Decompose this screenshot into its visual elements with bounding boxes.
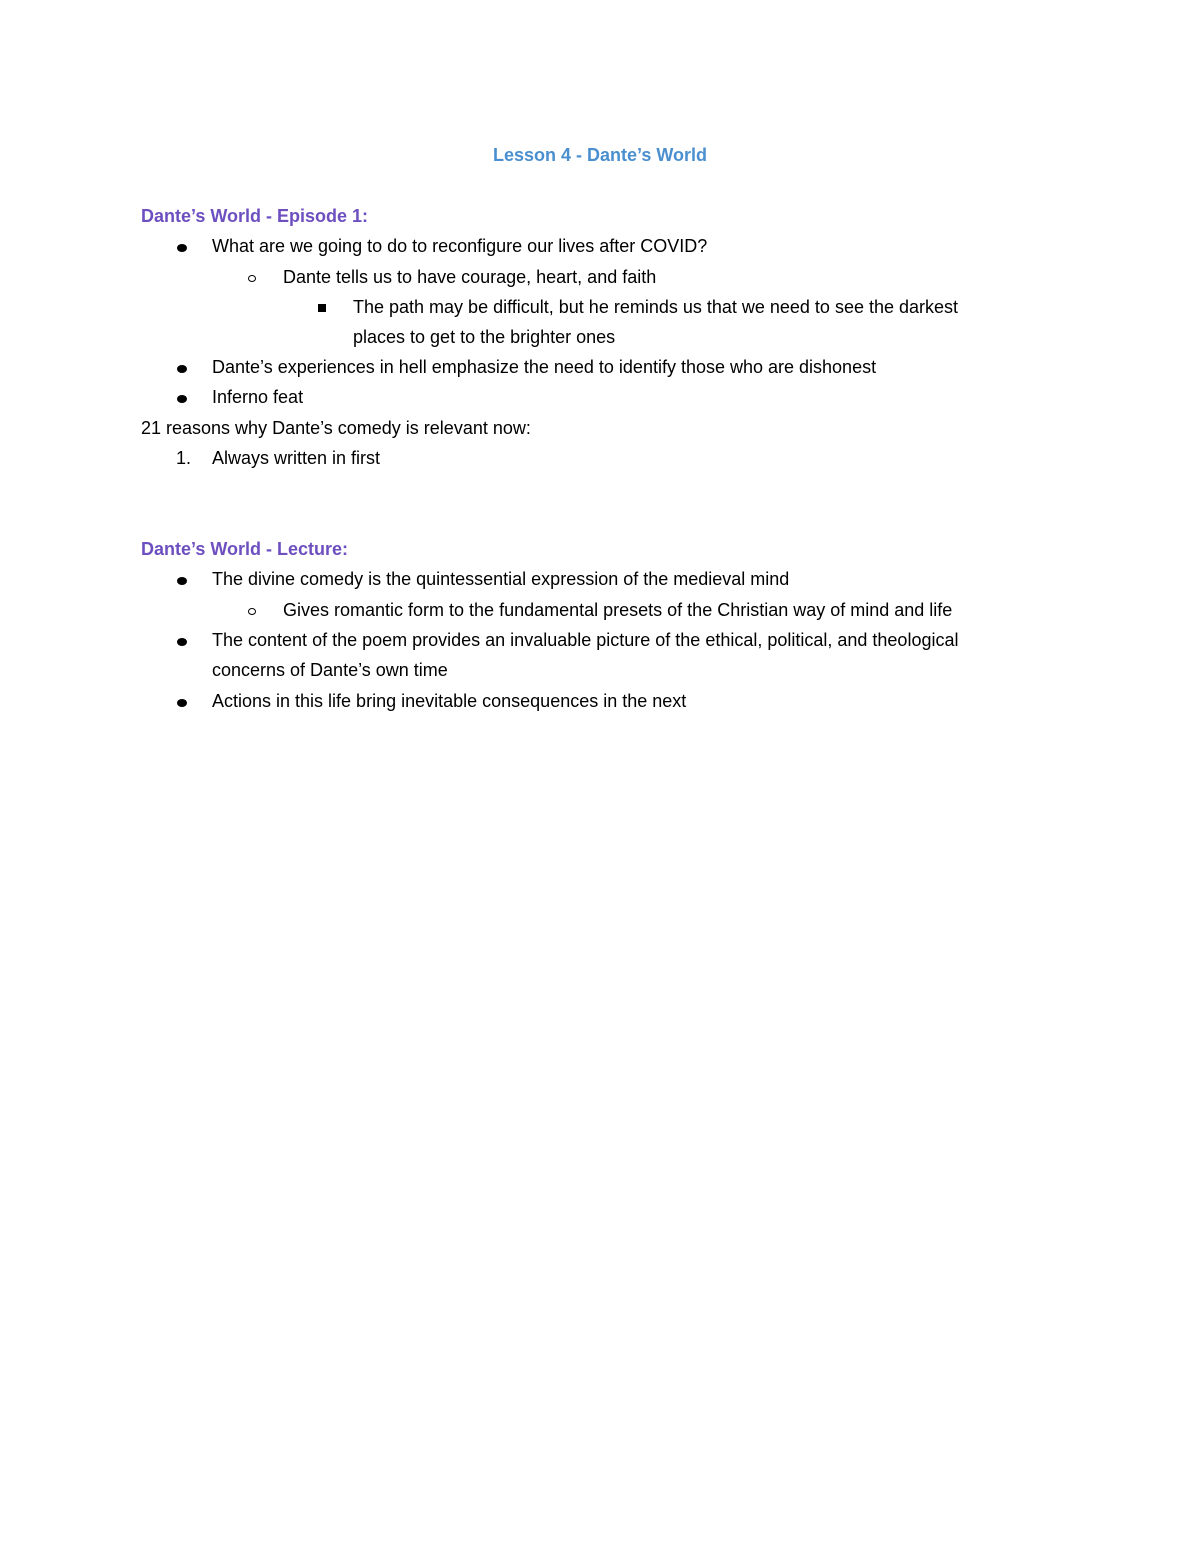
list-item-continuation: places to get to the brighter ones <box>353 327 616 347</box>
list-item: What are we going to do to reconfigure our lives after COVID? <box>212 236 708 256</box>
numbered-list-item: Always written in first <box>212 448 381 468</box>
list-item: The content of the poem provides an invaluable picture of the ethical, political, and theological <box>212 630 959 650</box>
circle-bullet-icon <box>248 275 256 282</box>
bullet-icon <box>177 365 187 373</box>
list-item: Dante’s experiences in hell emphasize the need to identify those who are dishonest <box>212 357 877 377</box>
list-item: The divine comedy is the quintessential expression of the medieval mind <box>212 569 790 589</box>
bullet-icon <box>177 638 187 646</box>
list-item: Dante tells us to have courage, heart, and faith <box>283 267 657 287</box>
list-item: The path may be difficult, but he reminds us that we need to see the darkest <box>353 297 959 317</box>
section-heading-episode-1: Dante’s World - Episode 1: <box>141 206 369 226</box>
numbered-marker: 1. <box>176 448 192 468</box>
list-item: Actions in this life bring inevitable consequences in the next <box>212 691 687 711</box>
list-item: Inferno feat <box>212 387 304 407</box>
list-item-continuation: concerns of Dante’s own time <box>212 660 448 680</box>
document-title: Lesson 4 - Dante’s World <box>492 145 708 165</box>
bullet-icon <box>177 577 187 585</box>
paragraph-text: 21 reasons why Dante’s comedy is relevant now: <box>141 418 531 438</box>
square-bullet-icon <box>318 304 326 312</box>
bullet-icon <box>177 699 187 707</box>
list-item: Gives romantic form to the fundamental presets of the Christian way of mind and life <box>283 600 953 620</box>
bullet-icon <box>177 244 187 252</box>
circle-bullet-icon <box>248 608 256 615</box>
bullet-icon <box>177 395 187 403</box>
section-heading-lecture: Dante’s World - Lecture: <box>141 539 349 559</box>
